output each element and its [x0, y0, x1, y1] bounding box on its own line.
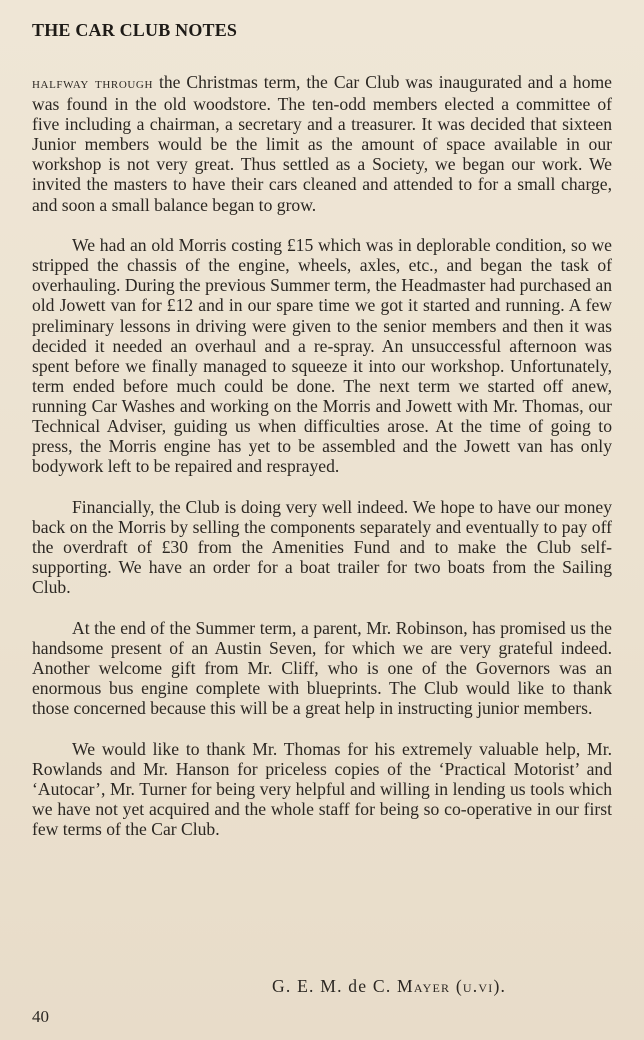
signature-form: (u.vi).: [455, 976, 507, 996]
paragraph-lead-in: halfway through: [32, 75, 153, 92]
paragraph-3: Financially, the Club is doing very well indeed. We hope to have our money back on the Morris by selling the components separately and eventually to pay off the overdraft of £30 from the Amenities Fund and to make the Club self-supporting. We have an order for a boat trailer for two boats from the Sailing Club.: [32, 496, 612, 598]
paragraph-1: [32, 72, 612, 215]
signature-surname: Mayer: [397, 976, 451, 996]
page-number: 40: [32, 1007, 49, 1026]
page-title: THE CAR CLUB NOTES: [32, 20, 238, 40]
paragraph-5: We would like to thank Mr. Thomas for his extremely valuable help, Mr. Rowlands and Mr. Hanson for priceless copies of the ‘Practical Motorist’ and ‘Autocar’, Mr. Turner for being very helpful and willing in lending us tools which we have not yet acquired and the whole staff for being so co-operative in our first few terms of the Car Club.: [32, 738, 612, 840]
paragraph-1-text: the Christmas term, the Car Club was inaugurated and a home was found in the old woodstore. The ten-odd members elected a committee of five including a chairman, a secretary and a treasurer. It was decided that sixteen Junior members would be the limit as the amount of space available in our workshop is not very great. Thus settled as a Society, we began our work. We invited the masters to have their cars cleaned and attended to for a small charge, and soon a small balance began to grow.: [32, 72, 612, 215]
paragraph-4: At the end of the Summer term, a parent, Mr. Robinson, has promised us the handsome present of an Austin Seven, for which we are very grateful indeed. Another welcome gift from Mr. Cliff, who is one of the Governors was an enormous bus engine complete with blueprints. The Club would like to thank those concerned because this will be a great help in instructing junior members.: [32, 617, 612, 719]
article-body: [32, 72, 612, 860]
author-signature: [272, 976, 506, 997]
paragraph-2: We had an old Morris costing £15 which was in deplorable condition, so we stripped the chassis of the engine, wheels, axles, etc., and began the task of overhauling. During the previous Summer term, the Headmaster had purchased an old Jowett van for £12 and in our spare time we got it started and running. A few preliminary lessons in driving were given to the senior members and then it was decided it needed an overhaul and a re-spray. An unsuccessful afternoon was spent before we finally managed to squeeze it into our workshop. Unfortunately, term ended before much could be done. The next term we started off anew, running Car Washes and working on the Morris and Jowett with Mr. Thomas, our Technical Adviser, guiding us when difficulties arose. At the time of going to press, the Morris engine has yet to be assembled and the Jowett van has only bodywork left to be repaired and resprayed.: [32, 235, 612, 477]
signature-initials: G. E. M. de C.: [272, 976, 392, 996]
